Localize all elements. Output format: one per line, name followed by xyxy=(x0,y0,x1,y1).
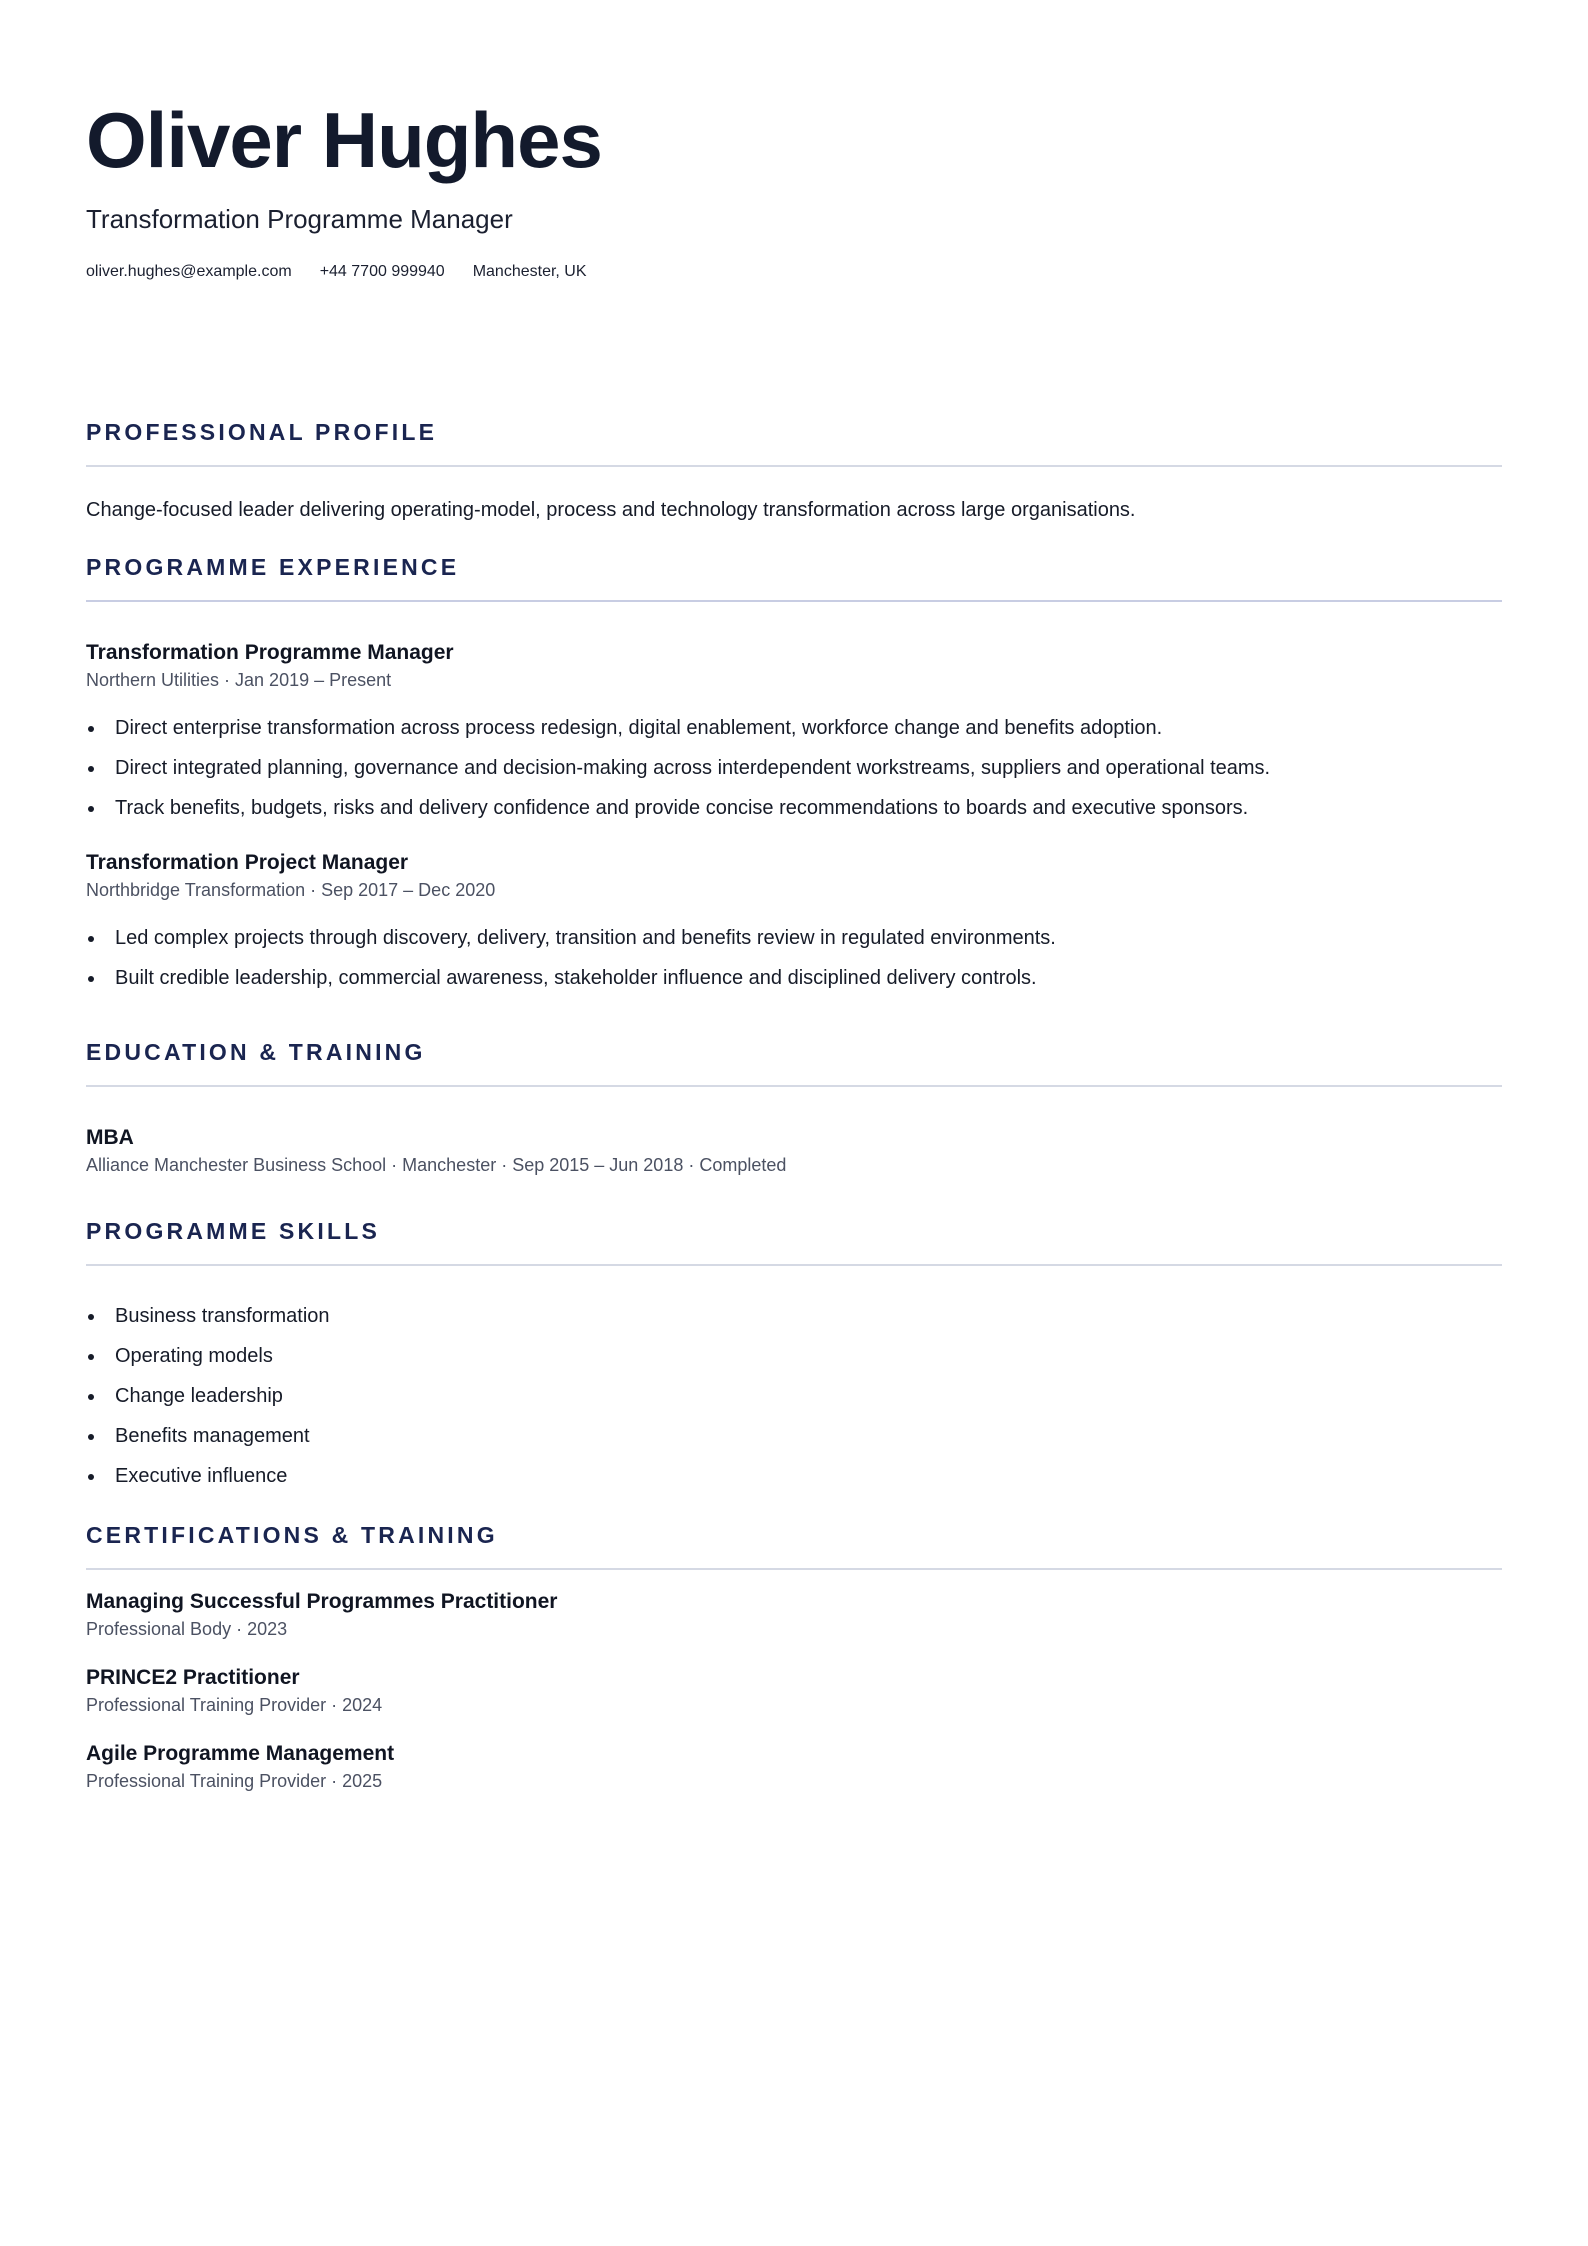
certification-meta: Professional Body · 2023 xyxy=(86,1619,288,1639)
role-title: Transformation Project Manager xyxy=(86,851,409,874)
section-divider xyxy=(86,1085,1502,1087)
role-bullet: Direct integrated planning, governance and decision-making across interdependent workstreams, suppliers and operational teams. xyxy=(86,755,1502,781)
section-title-skills: PROGRAMME SKILLS xyxy=(86,1218,380,1244)
section-experience xyxy=(86,553,1502,991)
experience-entry xyxy=(86,849,1502,991)
role-meta: Northbridge Transformation · Sep 2017 – Dec 2020 xyxy=(86,880,496,900)
degree-meta: Alliance Manchester Business School · Manchester · Sep 2015 – Jun 2018 · Completed xyxy=(86,1155,787,1175)
section-title-education: EDUCATION & TRAINING xyxy=(86,1039,426,1065)
role-bullet: Led complex projects through discovery, delivery, transition and benefits review in regulated environments. xyxy=(86,925,1502,951)
section-divider xyxy=(86,1568,1502,1570)
role-bullet: Track benefits, budgets, risks and delivery confidence and provide concise recommendations to boards and executive sponsors. xyxy=(86,795,1502,821)
contact-line xyxy=(86,262,1502,282)
section-skills xyxy=(86,1217,1502,1489)
section-title-certifications: CERTIFICATIONS & TRAINING xyxy=(86,1522,498,1548)
section-divider xyxy=(86,1264,1502,1266)
certification-meta: Professional Training Provider · 2024 xyxy=(86,1695,383,1715)
certification-entry xyxy=(86,1588,1502,1641)
section-divider xyxy=(86,465,1502,467)
role-bullet: Built credible leadership, commercial awareness, stakeholder influence and disciplined delivery controls. xyxy=(86,965,1502,991)
role-meta: Northern Utilities · Jan 2019 – Present xyxy=(86,670,392,690)
degree-title: MBA xyxy=(86,1126,134,1149)
role-bullets xyxy=(86,925,1502,991)
role-bullet: Direct enterprise transformation across process redesign, digital enablement, workforce change and benefits adoption. xyxy=(86,715,1502,741)
certification-name: Agile Programme Management xyxy=(86,1742,395,1765)
certification-entry xyxy=(86,1664,1502,1717)
section-title-profile: PROFESSIONAL PROFILE xyxy=(86,419,438,445)
contact-location: Manchester, UK xyxy=(472,263,587,280)
experience-entry xyxy=(86,639,1502,821)
certification-name: Managing Successful Programmes Practitioner xyxy=(86,1590,558,1613)
contact-phone: +44 7700 999940 xyxy=(319,263,445,280)
skill-item: Business transformation xyxy=(86,1303,1502,1329)
certification-entry xyxy=(86,1740,1502,1793)
skill-item: Operating models xyxy=(86,1343,1502,1369)
education-entry xyxy=(86,1124,1502,1177)
skill-item: Benefits management xyxy=(86,1423,1502,1449)
skill-item: Executive influence xyxy=(86,1463,1502,1489)
section-certifications xyxy=(86,1521,1502,1793)
role-title: Transformation Programme Manager xyxy=(86,641,454,664)
section-education xyxy=(86,1038,1502,1177)
profile-summary: Change-focused leader delivering operating-model, process and technology transformation across large organisations. xyxy=(86,499,1136,521)
certification-meta: Professional Training Provider · 2025 xyxy=(86,1771,383,1791)
resume-header xyxy=(86,95,1502,282)
section-profile xyxy=(86,418,1502,523)
skill-item: Change leadership xyxy=(86,1383,1502,1409)
section-divider xyxy=(86,600,1502,602)
candidate-headline: Transformation Programme Manager xyxy=(86,204,513,234)
candidate-name: Oliver Hughes xyxy=(86,96,602,184)
role-bullets xyxy=(86,715,1502,821)
skills-list xyxy=(86,1303,1502,1489)
section-title-experience: PROGRAMME EXPERIENCE xyxy=(86,554,460,580)
contact-email: oliver.hughes@example.com xyxy=(86,263,292,280)
certification-name: PRINCE2 Practitioner xyxy=(86,1666,300,1689)
